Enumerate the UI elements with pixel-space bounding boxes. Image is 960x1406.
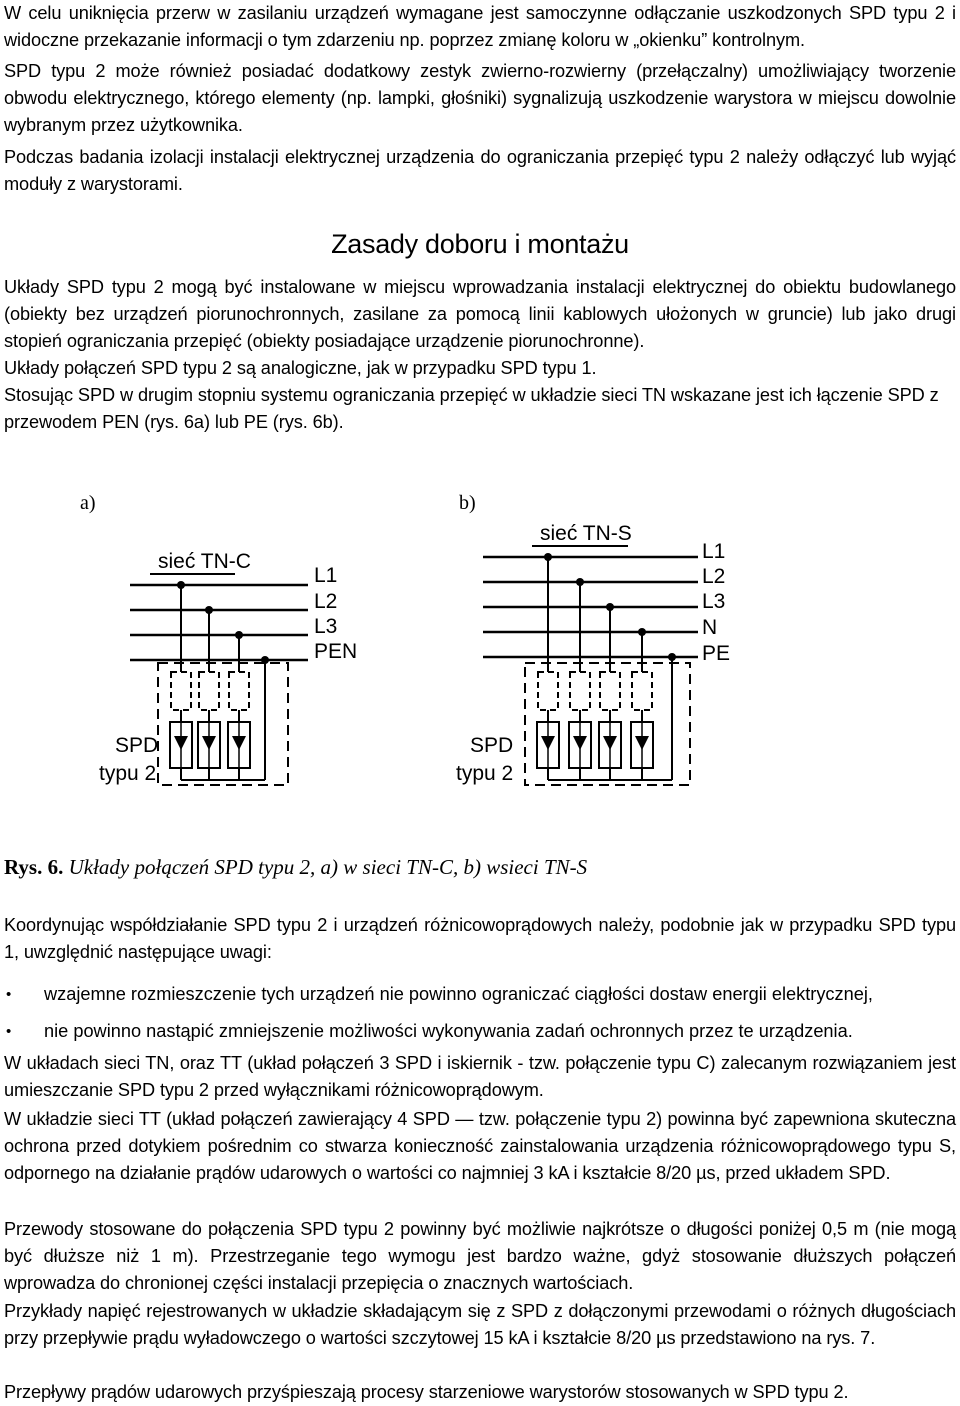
bullet-icon: • [6, 1023, 12, 1040]
figure-caption [4, 855, 587, 880]
paragraph-wiring-length: Przewody stosowane do połączenia SPD typu 2 powinny być możliwie najkrótsze o długości poniżej 0,5 m (nie mogą być dłuższe niż 1 m). Przestrzeganie tego wymogu jest bardzo ważne, gdyż stosowanie dłuższych połączeń wprowadza do chronionej części instalacji przepięcia o znacznych wartościach. [4, 1219, 956, 1293]
paragraph-auxiliary-contact: SPD typu 2 może również posiadać dodatkowy zestyk zwierno-rozwierny (przełączalny) umożliwiający tworzenie obwodu elektrycznego, którego elementy (np. lampki, głośniki) sygnalizują uszkodzenie warystora w miejscu dowolnie wybranym przez użytkownika. [4, 61, 956, 135]
spd-label-a-2: typu 2 [99, 762, 157, 785]
diagram-tn-c [99, 550, 357, 785]
figure-label-a: a) [80, 492, 96, 514]
list-item-text: nie powinno nastąpić zmniejszenie możliwości wykonywania zadań ochronnych przez te urządzenia. [44, 1021, 853, 1041]
diagram-tn-s [456, 522, 730, 785]
paragraph-examples: Przykłady napięć rejestrowanych w układzie składającym się z SPD z dołączonymi przewodami o różnych długościach przy przepływie prądu wyładowczego o wartości szczytowej 15 kA i kształcie 8/20 µs przedstawiono na rys. 7. [4, 1301, 956, 1348]
paragraph-aging: Przepływy prądów udarowych przyśpieszają procesy starzeniowe warystorów stosowanych w SPD typu 2. [4, 1382, 849, 1402]
section-heading: Zasady doboru i montażu [331, 229, 629, 259]
paragraph-tn-connection: Stosując SPD w drugim stopniu systemu ograniczania przepięć w układzie sieci TN wskazane jest ich łączenie SPD z przewodem PEN (rys. 6a) lub PE (rys. 6b). [4, 385, 939, 432]
line-label-b-4: N [702, 616, 718, 639]
paragraph-installation: Układy SPD typu 2 mogą być instalowane w miejscu wprowadzania instalacji elektrycznej do obiektu budowlanego (obiekty bez urządzeń piorunochronnych, zasilane za pomocą linii kablowych ułożonych w gruncie) lub jako drugi stopień ograniczania przepięć (obiekty posiadające urządzenie piorunochronne). [4, 277, 956, 351]
figure-caption-text: Układy połączeń SPD typu 2, a) w sieci TN-C, b) wsieci TN-S [63, 855, 588, 879]
list-item-text: wzajemne rozmieszczenie tych urządzeń nie powinno ograniczać ciągłości dostaw energii elektrycznej, [44, 984, 873, 1004]
figure-label-b: b) [459, 492, 476, 514]
line-label-b-3: L3 [702, 590, 726, 613]
line-label-a-3: L3 [314, 615, 338, 638]
line-label-b-2: L2 [702, 565, 726, 588]
spd-label-b-2: typu 2 [456, 762, 514, 785]
paragraph-tn-tt: W układach sieci TN, oraz TT (układ połączeń 3 SPD i iskiernik - tzw. połączenie typu C) zalecanym rozwiązaniem jest umieszczanie SPD typu 2 przed wyłącznikami różnicowoprądowym. [4, 1053, 956, 1100]
line-label-a-1: L1 [314, 564, 338, 587]
paragraph-tt: W układzie sieci TT (układ połączeń zawierający 4 SPD — tzw. połączenie typu 2) powinna być zapewniona skuteczna ochrona przed dotykiem pośrednim co stwarza konieczność zainstalowania urządzenia różnicowoprądowego typu S, odpornego na działanie prądów udarowych o wartości co najmniej 3 kA i kształcie 8/20 µs, przed układem SPD. [4, 1109, 956, 1183]
figure-caption-number: Rys. 6. [4, 855, 64, 879]
network-label-b: sieć TN-S [540, 522, 632, 545]
figure-6-diagram [0, 500, 960, 830]
paragraph-coordination: Koordynując współdziałanie SPD typu 2 i urządzeń różnicowoprądowych należy, podobnie jak w przypadku SPD typu 1, uwzględnić następujące uwagi: [4, 915, 956, 962]
paragraph-insulation-testing: Podczas badania izolacji instalacji elektrycznej urządzenia do ograniczania przepięć typu 2 należy odłączyć lub wyjąć moduły z warystorami. [4, 147, 956, 194]
line-label-a-2: L2 [314, 590, 338, 613]
network-label-a: sieć TN-C [158, 550, 251, 573]
paragraph-analogous: Układy połączeń SPD typu 2 są analogiczne, jak w przypadku SPD typu 1. [4, 358, 597, 378]
bullet-icon: • [6, 986, 12, 1003]
line-label-b-5: PE [702, 642, 731, 665]
paragraph-disconnection: W celu uniknięcia przerw w zasilaniu urządzeń wymagane jest samoczynne odłączanie uszkodzonych SPD typu 2 i widoczne przekazanie informacji o tym zdarzeniu np. poprzez zmianę koloru w „okienku” kontrolnym. [4, 3, 956, 50]
spd-label-b-1: SPD [470, 734, 514, 757]
spd-label-a-1: SPD [115, 734, 159, 757]
line-label-a-4: PEN [314, 640, 358, 663]
line-label-b-1: L1 [702, 540, 726, 563]
